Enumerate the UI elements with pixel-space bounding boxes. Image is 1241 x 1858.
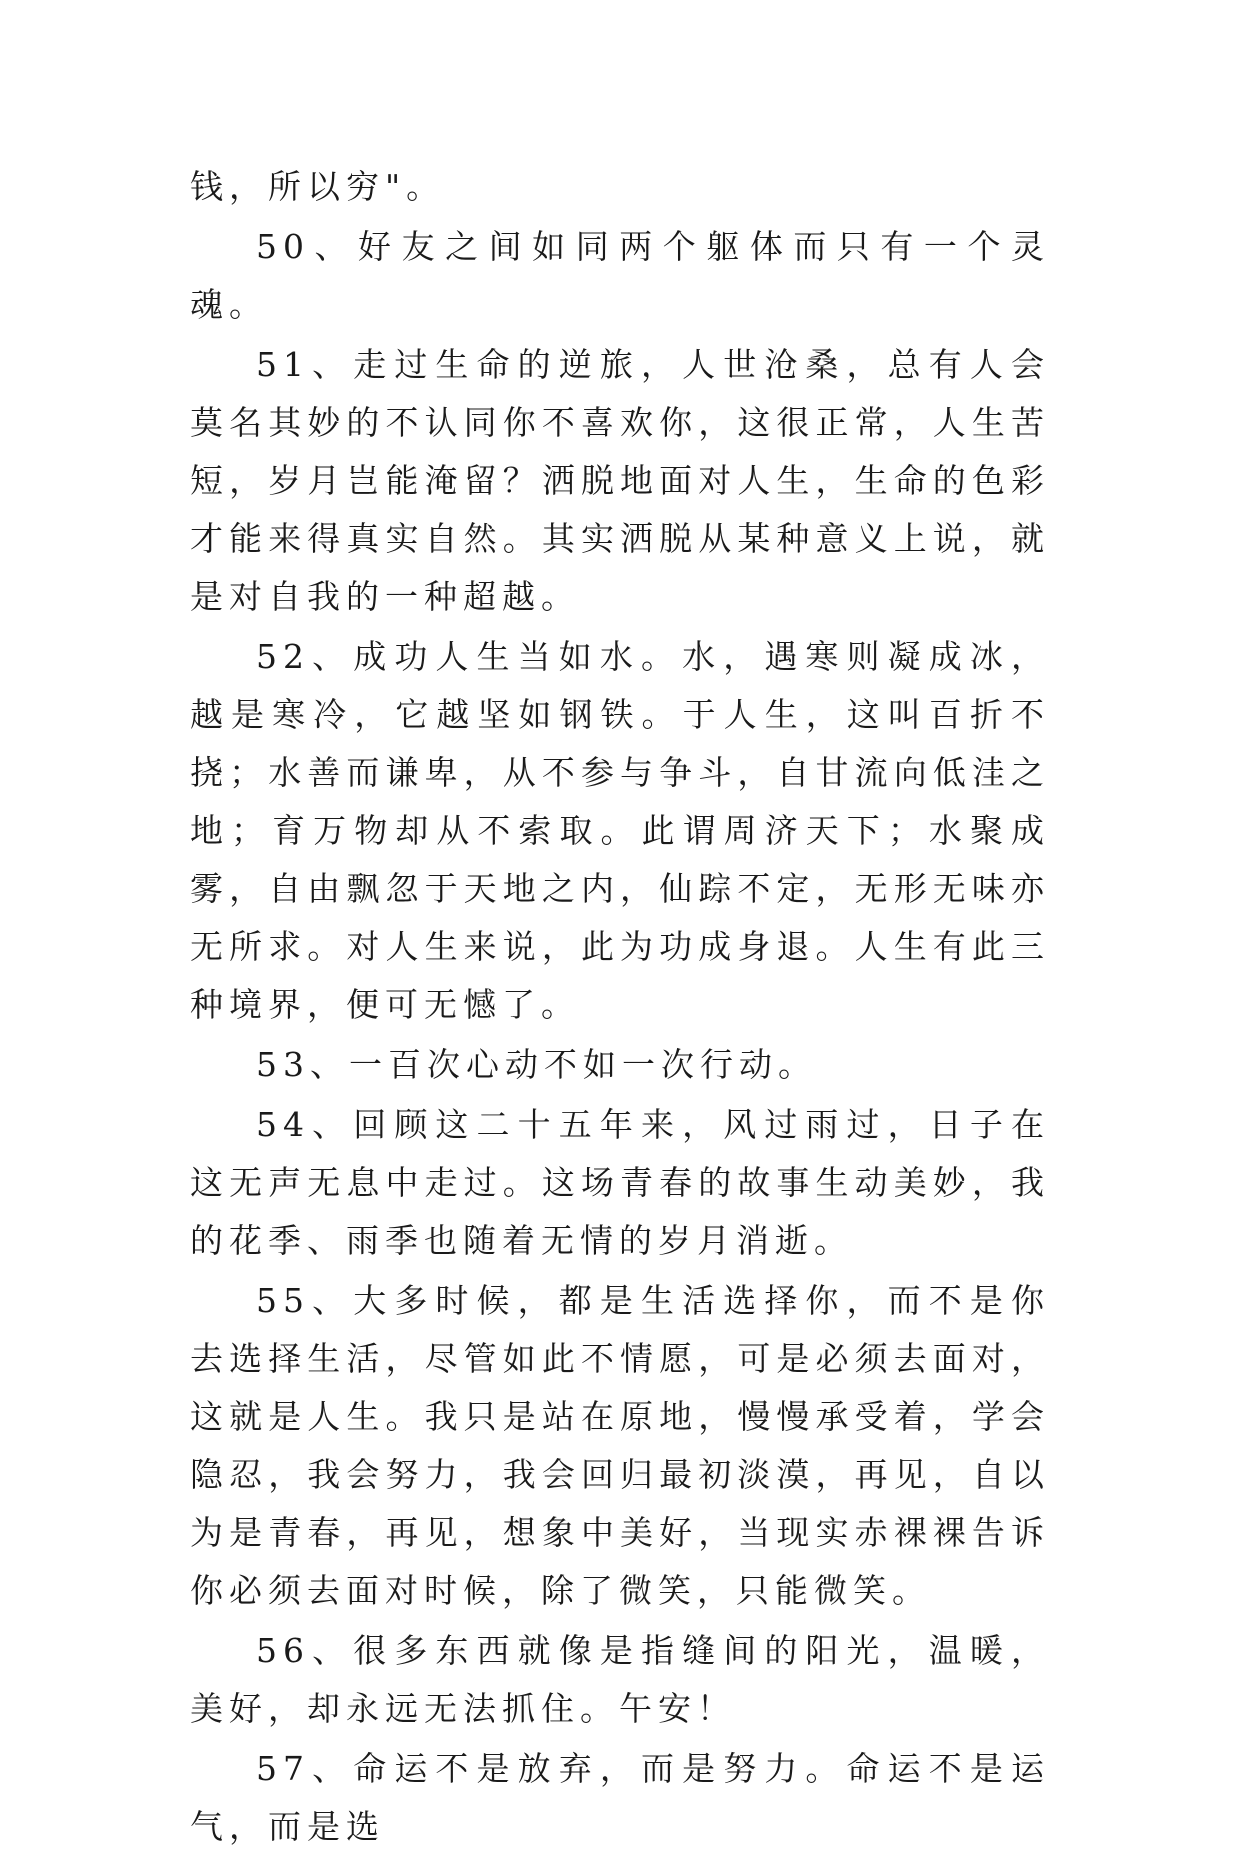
paragraph-54: 54、回顾这二十五年来，风过雨过，日子在这无声无息中走过。这场青春的故事生动美妙，我的花季、雨季也随着无情的岁月消逝。	[190, 1105, 1050, 1260]
paragraph-50: 50、好友之间如同两个躯体而只有一个灵魂。	[190, 227, 1050, 324]
paragraph-56: 56、很多东西就像是指缝间的阳光，温暖，美好，却永远无法抓住。午安！	[190, 1631, 1050, 1728]
document-body	[190, 158, 1050, 1858]
paragraph-53: 53、一百次心动不如一次行动。	[256, 1045, 817, 1084]
paragraph-55: 55、大多时候，都是生活选择你，而不是你去选择生活，尽管如此不情愿，可是必须去面对，这就是人生。我只是站在原地，慢慢承受着，学会隐忍，我会努力，我会回归最初淡漠，再见，自以为是青春，再见，想象中美好，当现实赤裸裸告诉你必须去面对时候，除了微笑，只能微笑。	[190, 1281, 1050, 1610]
paragraph-57: 57、命运不是放弃，而是努力。命运不是运气，而是选	[190, 1749, 1050, 1846]
paragraph-continued: 钱，所以穷"。	[190, 167, 446, 206]
paragraph-52: 52、成功人生当如水。水，遇寒则凝成冰，越是寒冷，它越坚如钢铁。于人生，这叫百折不挠；水善而谦卑，从不参与争斗，自甘流向低洼之地；育万物却从不索取。此谓周济天下；水聚成雾，自由飘忽于天地之内，仙踪不定，无形无味亦无所求。对人生来说，此为功成身退。人生有此三种境界，便可无憾了。	[190, 637, 1050, 1024]
paragraph-51: 51、走过生命的逆旅，人世沧桑，总有人会莫名其妙的不认同你不喜欢你，这很正常，人生苦短，岁月岂能淹留？洒脱地面对人生，生命的色彩才能来得真实自然。其实洒脱从某种意义上说，就是对自我的一种超越。	[190, 345, 1050, 616]
